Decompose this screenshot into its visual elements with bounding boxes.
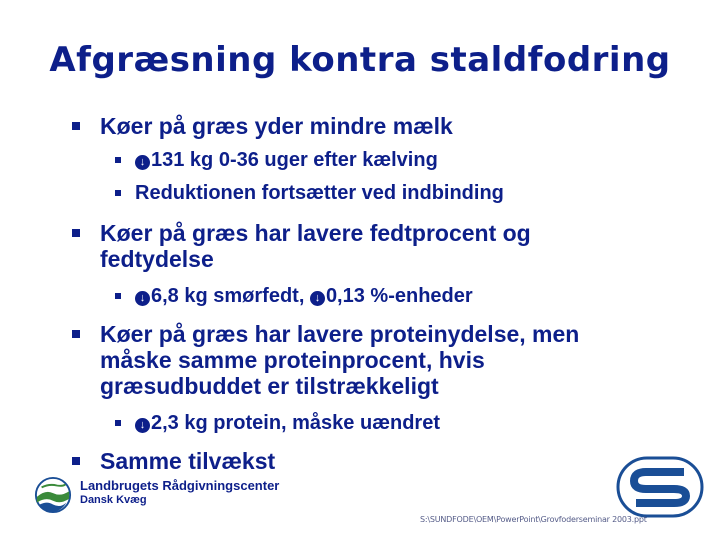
bullet-text: 2,3 kg protein, måske uændret	[151, 412, 440, 434]
bullet-3	[72, 321, 632, 399]
bullet-text: Køer på græs yder mindre mælk	[100, 113, 453, 139]
sub-bullet-1	[115, 148, 675, 172]
bullet-1	[72, 113, 672, 139]
organization-subtitle: Dansk Kvæg	[80, 494, 147, 506]
bullet-text: 6,8 kg smørfedt,	[151, 285, 310, 307]
bullet-square-icon	[72, 457, 80, 465]
bullet-2	[72, 220, 632, 272]
file-path: S:\SUNDFODE\OEM\PowerPoint\Grovfoderseminar 2003.ppt	[420, 515, 647, 524]
bullet-text: 0,13 %-enheder	[325, 285, 473, 307]
down-circle-arrow-icon: ↓	[135, 155, 150, 170]
s-brand-logo	[616, 456, 704, 518]
sub-bullet-3	[115, 284, 675, 308]
bullet-square-icon	[72, 229, 80, 237]
down-circle-arrow-icon: ↓	[135, 418, 150, 433]
page-title: Afgræsning kontra staldfodring	[49, 40, 671, 80]
organization-name: Landbrugets Rådgivningscenter	[80, 478, 280, 493]
down-circle-arrow-icon: ↓	[135, 291, 150, 306]
bullet-square-icon	[115, 420, 121, 426]
bullet-text: Reduktionen fortsætter ved indbinding	[135, 182, 504, 204]
sub-bullet-4	[115, 411, 675, 435]
landbrug-globe-logo	[34, 476, 72, 514]
sub-bullet-2	[115, 181, 675, 205]
bullet-text: 131 kg 0-36 uger efter kælving	[151, 149, 438, 171]
bullet-4	[72, 448, 672, 474]
bullet-square-icon	[72, 330, 80, 338]
bullet-text: Køer på græs har lavere fedtprocent og fedtydelse	[100, 220, 531, 272]
bullet-square-icon	[115, 190, 121, 196]
bullet-square-icon	[115, 293, 121, 299]
bullet-text: Køer på græs har lavere proteinydelse, men måske samme proteinprocent, hvis græsudbuddet er tilstrækkeligt	[100, 321, 580, 399]
bullet-square-icon	[72, 122, 80, 130]
bullet-square-icon	[115, 157, 121, 163]
bullet-text: Samme tilvækst	[100, 448, 276, 474]
down-circle-arrow-icon: ↓	[310, 291, 325, 306]
